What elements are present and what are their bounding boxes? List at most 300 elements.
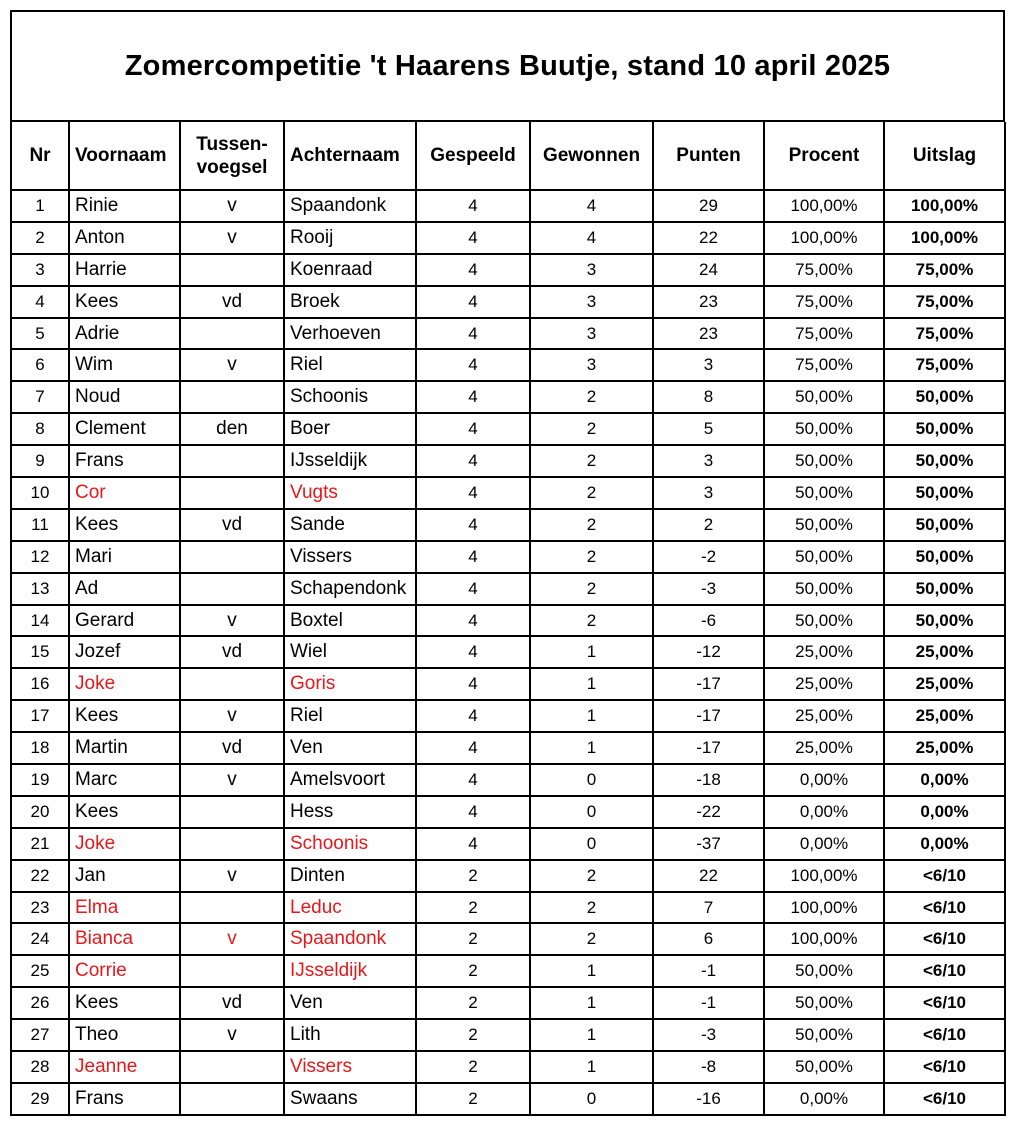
table-row — [12, 860, 1005, 892]
cell-punten: -16 — [653, 1083, 764, 1115]
cell-gespeeld: 2 — [416, 1083, 530, 1115]
cell-gespeeld: 4 — [416, 796, 530, 828]
cell-gespeeld: 2 — [416, 987, 530, 1019]
cell-gespeeld: 2 — [416, 923, 530, 955]
cell-nr: 16 — [12, 668, 69, 700]
cell-nr: 6 — [12, 349, 69, 381]
cell-gewonnen: 3 — [530, 349, 653, 381]
cell-procent: 0,00% — [764, 828, 884, 860]
cell-achternaam: Boxtel — [284, 605, 416, 637]
cell-tussenvoegsel: v — [180, 190, 284, 222]
cell-gewonnen: 2 — [530, 413, 653, 445]
cell-punten: -3 — [653, 573, 764, 605]
cell-achternaam: Ven — [284, 732, 416, 764]
cell-uitslag: <6/10 — [884, 923, 1005, 955]
cell-tussenvoegsel: vd — [180, 732, 284, 764]
table-row — [12, 222, 1005, 254]
cell-achternaam: IJsseldijk — [284, 955, 416, 987]
cell-gespeeld: 4 — [416, 254, 530, 286]
cell-procent: 50,00% — [764, 987, 884, 1019]
cell-gespeeld: 2 — [416, 860, 530, 892]
cell-uitslag: 75,00% — [884, 318, 1005, 350]
cell-tussenvoegsel: v — [180, 764, 284, 796]
cell-gewonnen: 2 — [530, 541, 653, 573]
cell-achternaam: Riel — [284, 349, 416, 381]
cell-procent: 0,00% — [764, 764, 884, 796]
cell-uitslag: 25,00% — [884, 732, 1005, 764]
cell-nr: 28 — [12, 1051, 69, 1083]
cell-tussenvoegsel — [180, 445, 284, 477]
cell-punten: 7 — [653, 892, 764, 924]
cell-tussenvoegsel: v — [180, 349, 284, 381]
header-procent: Procent — [764, 122, 884, 190]
cell-punten: -17 — [653, 668, 764, 700]
cell-voornaam: Jeanne — [69, 1051, 180, 1083]
cell-gespeeld: 4 — [416, 573, 530, 605]
table-row — [12, 349, 1005, 381]
cell-tussenvoegsel — [180, 796, 284, 828]
cell-punten: 3 — [653, 445, 764, 477]
cell-procent: 100,00% — [764, 892, 884, 924]
cell-punten: -1 — [653, 987, 764, 1019]
cell-nr: 9 — [12, 445, 69, 477]
cell-nr: 24 — [12, 923, 69, 955]
cell-gespeeld: 2 — [416, 1019, 530, 1051]
header-uitslag: Uitslag — [884, 122, 1005, 190]
cell-achternaam: Schoonis — [284, 828, 416, 860]
page-title: Zomercompetitie 't Haarens Buutje, stand 10 april 2025 — [124, 49, 891, 82]
cell-nr: 5 — [12, 318, 69, 350]
cell-voornaam: Frans — [69, 1083, 180, 1115]
cell-gespeeld: 4 — [416, 477, 530, 509]
cell-uitslag: 50,00% — [884, 573, 1005, 605]
cell-punten: 8 — [653, 381, 764, 413]
table-row — [12, 477, 1005, 509]
cell-tussenvoegsel: vd — [180, 286, 284, 318]
cell-procent: 25,00% — [764, 732, 884, 764]
cell-punten: -1 — [653, 955, 764, 987]
cell-voornaam: Cor — [69, 477, 180, 509]
cell-nr: 26 — [12, 987, 69, 1019]
cell-voornaam: Wim — [69, 349, 180, 381]
cell-nr: 7 — [12, 381, 69, 413]
cell-tussenvoegsel — [180, 541, 284, 573]
table-row — [12, 923, 1005, 955]
cell-tussenvoegsel: v — [180, 605, 284, 637]
cell-achternaam: Verhoeven — [284, 318, 416, 350]
cell-punten: -37 — [653, 828, 764, 860]
cell-gewonnen: 2 — [530, 445, 653, 477]
cell-punten: 29 — [653, 190, 764, 222]
cell-uitslag: 50,00% — [884, 445, 1005, 477]
cell-punten: -6 — [653, 605, 764, 637]
table-row — [12, 828, 1005, 860]
standings-sheet — [10, 10, 1005, 1116]
cell-nr: 14 — [12, 605, 69, 637]
cell-procent: 50,00% — [764, 573, 884, 605]
header-voornaam: Voornaam — [69, 122, 180, 190]
cell-tussenvoegsel — [180, 573, 284, 605]
cell-procent: 50,00% — [764, 955, 884, 987]
cell-tussenvoegsel: v — [180, 222, 284, 254]
cell-uitslag: <6/10 — [884, 955, 1005, 987]
cell-gewonnen: 1 — [530, 1019, 653, 1051]
cell-uitslag: 25,00% — [884, 636, 1005, 668]
cell-uitslag: <6/10 — [884, 892, 1005, 924]
cell-punten: 23 — [653, 318, 764, 350]
cell-uitslag: 50,00% — [884, 509, 1005, 541]
cell-gespeeld: 4 — [416, 286, 530, 318]
cell-procent: 50,00% — [764, 445, 884, 477]
table-row — [12, 1051, 1005, 1083]
cell-achternaam: Riel — [284, 700, 416, 732]
cell-gespeeld: 2 — [416, 892, 530, 924]
cell-nr: 29 — [12, 1083, 69, 1115]
cell-nr: 8 — [12, 413, 69, 445]
cell-voornaam: Kees — [69, 509, 180, 541]
cell-gespeeld: 4 — [416, 318, 530, 350]
table-row — [12, 764, 1005, 796]
cell-uitslag: 50,00% — [884, 605, 1005, 637]
cell-tussenvoegsel: v — [180, 1019, 284, 1051]
cell-uitslag: 25,00% — [884, 668, 1005, 700]
cell-voornaam: Gerard — [69, 605, 180, 637]
cell-uitslag: <6/10 — [884, 987, 1005, 1019]
cell-uitslag: 25,00% — [884, 700, 1005, 732]
header-tussenvoegsel-line2: voegsel — [196, 156, 268, 178]
cell-uitslag: 100,00% — [884, 190, 1005, 222]
standings-table — [12, 122, 1006, 1116]
cell-voornaam: Elma — [69, 892, 180, 924]
cell-gewonnen: 2 — [530, 605, 653, 637]
cell-gespeeld: 4 — [416, 509, 530, 541]
cell-uitslag: 100,00% — [884, 222, 1005, 254]
cell-uitslag: <6/10 — [884, 1051, 1005, 1083]
cell-punten: -3 — [653, 1019, 764, 1051]
cell-voornaam: Noud — [69, 381, 180, 413]
cell-punten: -18 — [653, 764, 764, 796]
cell-punten: -17 — [653, 732, 764, 764]
cell-tussenvoegsel — [180, 1083, 284, 1115]
cell-tussenvoegsel — [180, 318, 284, 350]
cell-punten: -22 — [653, 796, 764, 828]
cell-punten: -8 — [653, 1051, 764, 1083]
table-row — [12, 541, 1005, 573]
cell-tussenvoegsel — [180, 381, 284, 413]
cell-tussenvoegsel — [180, 668, 284, 700]
cell-gespeeld: 4 — [416, 732, 530, 764]
cell-voornaam: Kees — [69, 700, 180, 732]
cell-gespeeld: 4 — [416, 700, 530, 732]
cell-nr: 21 — [12, 828, 69, 860]
cell-punten: 3 — [653, 477, 764, 509]
cell-gespeeld: 4 — [416, 381, 530, 413]
cell-procent: 75,00% — [764, 254, 884, 286]
cell-achternaam: Dinten — [284, 860, 416, 892]
cell-achternaam: Amelsvoort — [284, 764, 416, 796]
cell-procent: 100,00% — [764, 222, 884, 254]
cell-uitslag: 75,00% — [884, 254, 1005, 286]
cell-tussenvoegsel: vd — [180, 987, 284, 1019]
cell-achternaam: Leduc — [284, 892, 416, 924]
cell-gewonnen: 4 — [530, 190, 653, 222]
table-row — [12, 413, 1005, 445]
table-row — [12, 190, 1005, 222]
cell-tussenvoegsel: vd — [180, 636, 284, 668]
table-row — [12, 509, 1005, 541]
cell-uitslag: 50,00% — [884, 381, 1005, 413]
cell-procent: 25,00% — [764, 700, 884, 732]
cell-gewonnen: 3 — [530, 286, 653, 318]
cell-nr: 4 — [12, 286, 69, 318]
cell-gewonnen: 1 — [530, 955, 653, 987]
cell-gewonnen: 3 — [530, 254, 653, 286]
cell-achternaam: Rooij — [284, 222, 416, 254]
cell-uitslag: 0,00% — [884, 828, 1005, 860]
cell-tussenvoegsel: v — [180, 923, 284, 955]
cell-nr: 23 — [12, 892, 69, 924]
cell-uitslag: <6/10 — [884, 1019, 1005, 1051]
cell-procent: 100,00% — [764, 860, 884, 892]
header-tussenvoegsel-line1: Tussen- — [196, 133, 268, 155]
cell-achternaam: Vissers — [284, 1051, 416, 1083]
cell-nr: 20 — [12, 796, 69, 828]
cell-achternaam: Schapendonk — [284, 573, 416, 605]
cell-voornaam: Adrie — [69, 318, 180, 350]
cell-procent: 100,00% — [764, 190, 884, 222]
cell-voornaam: Corrie — [69, 955, 180, 987]
cell-procent: 0,00% — [764, 796, 884, 828]
cell-gewonnen: 0 — [530, 764, 653, 796]
cell-nr: 3 — [12, 254, 69, 286]
cell-uitslag: 75,00% — [884, 349, 1005, 381]
cell-nr: 19 — [12, 764, 69, 796]
header-row — [12, 122, 1005, 190]
cell-gewonnen: 3 — [530, 318, 653, 350]
cell-voornaam: Kees — [69, 796, 180, 828]
cell-gespeeld: 4 — [416, 222, 530, 254]
cell-tussenvoegsel — [180, 828, 284, 860]
cell-voornaam: Marc — [69, 764, 180, 796]
cell-procent: 100,00% — [764, 923, 884, 955]
cell-gewonnen: 2 — [530, 477, 653, 509]
table-row — [12, 732, 1005, 764]
header-gespeeld: Gespeeld — [416, 122, 530, 190]
table-row — [12, 286, 1005, 318]
cell-nr: 11 — [12, 509, 69, 541]
cell-gewonnen: 0 — [530, 828, 653, 860]
cell-achternaam: Ven — [284, 987, 416, 1019]
cell-tussenvoegsel — [180, 254, 284, 286]
cell-punten: 2 — [653, 509, 764, 541]
cell-voornaam: Kees — [69, 987, 180, 1019]
cell-procent: 50,00% — [764, 413, 884, 445]
cell-gespeeld: 4 — [416, 764, 530, 796]
cell-tussenvoegsel: v — [180, 700, 284, 732]
cell-voornaam: Rinie — [69, 190, 180, 222]
table-row — [12, 1083, 1005, 1115]
cell-nr: 25 — [12, 955, 69, 987]
cell-voornaam: Anton — [69, 222, 180, 254]
cell-achternaam: Schoonis — [284, 381, 416, 413]
cell-gewonnen: 2 — [530, 892, 653, 924]
cell-voornaam: Kees — [69, 286, 180, 318]
cell-gewonnen: 4 — [530, 222, 653, 254]
cell-procent: 25,00% — [764, 668, 884, 700]
cell-voornaam: Mari — [69, 541, 180, 573]
cell-gewonnen: 1 — [530, 636, 653, 668]
cell-achternaam: Hess — [284, 796, 416, 828]
cell-tussenvoegsel — [180, 955, 284, 987]
cell-nr: 2 — [12, 222, 69, 254]
cell-tussenvoegsel — [180, 892, 284, 924]
cell-uitslag: 0,00% — [884, 764, 1005, 796]
table-row — [12, 318, 1005, 350]
header-punten: Punten — [653, 122, 764, 190]
cell-achternaam: IJsseldijk — [284, 445, 416, 477]
cell-gespeeld: 4 — [416, 636, 530, 668]
cell-gewonnen: 2 — [530, 923, 653, 955]
cell-achternaam: Sande — [284, 509, 416, 541]
table-row — [12, 636, 1005, 668]
header-tussenvoegsel — [180, 122, 284, 190]
cell-gespeeld: 4 — [416, 349, 530, 381]
cell-uitslag: 50,00% — [884, 477, 1005, 509]
table-row — [12, 605, 1005, 637]
cell-gewonnen: 1 — [530, 700, 653, 732]
cell-gespeeld: 4 — [416, 541, 530, 573]
header-gewonnen: Gewonnen — [530, 122, 653, 190]
cell-gespeeld: 4 — [416, 828, 530, 860]
cell-gewonnen: 1 — [530, 668, 653, 700]
cell-procent: 75,00% — [764, 349, 884, 381]
cell-achternaam: Vugts — [284, 477, 416, 509]
cell-procent: 50,00% — [764, 477, 884, 509]
cell-voornaam: Jan — [69, 860, 180, 892]
cell-tussenvoegsel: vd — [180, 509, 284, 541]
cell-achternaam: Vissers — [284, 541, 416, 573]
cell-uitslag: 0,00% — [884, 796, 1005, 828]
table-row — [12, 892, 1005, 924]
cell-achternaam: Koenraad — [284, 254, 416, 286]
cell-tussenvoegsel: v — [180, 860, 284, 892]
table-row — [12, 955, 1005, 987]
cell-achternaam: Goris — [284, 668, 416, 700]
cell-gespeeld: 4 — [416, 445, 530, 477]
cell-voornaam: Theo — [69, 1019, 180, 1051]
cell-gewonnen: 2 — [530, 860, 653, 892]
cell-procent: 75,00% — [764, 286, 884, 318]
cell-gewonnen: 1 — [530, 987, 653, 1019]
cell-voornaam: Clement — [69, 413, 180, 445]
cell-punten: 5 — [653, 413, 764, 445]
cell-procent: 50,00% — [764, 541, 884, 573]
cell-uitslag: <6/10 — [884, 860, 1005, 892]
table-row — [12, 700, 1005, 732]
cell-gespeeld: 4 — [416, 190, 530, 222]
cell-punten: -12 — [653, 636, 764, 668]
cell-voornaam: Joke — [69, 668, 180, 700]
cell-tussenvoegsel: den — [180, 413, 284, 445]
cell-gewonnen: 2 — [530, 509, 653, 541]
table-row — [12, 796, 1005, 828]
cell-nr: 13 — [12, 573, 69, 605]
cell-gewonnen: 1 — [530, 732, 653, 764]
cell-gespeeld: 4 — [416, 605, 530, 637]
table-row — [12, 668, 1005, 700]
cell-uitslag: 50,00% — [884, 413, 1005, 445]
cell-nr: 27 — [12, 1019, 69, 1051]
cell-nr: 17 — [12, 700, 69, 732]
cell-nr: 12 — [12, 541, 69, 573]
cell-voornaam: Harrie — [69, 254, 180, 286]
cell-procent: 50,00% — [764, 1051, 884, 1083]
cell-achternaam: Lith — [284, 1019, 416, 1051]
cell-voornaam: Martin — [69, 732, 180, 764]
cell-achternaam: Spaandonk — [284, 923, 416, 955]
cell-procent: 50,00% — [764, 381, 884, 413]
cell-uitslag: 50,00% — [884, 541, 1005, 573]
cell-procent: 25,00% — [764, 636, 884, 668]
cell-punten: 23 — [653, 286, 764, 318]
cell-voornaam: Bianca — [69, 923, 180, 955]
cell-gespeeld: 2 — [416, 1051, 530, 1083]
cell-nr: 10 — [12, 477, 69, 509]
cell-gewonnen: 2 — [530, 573, 653, 605]
cell-gespeeld: 4 — [416, 668, 530, 700]
cell-voornaam: Joke — [69, 828, 180, 860]
table-row — [12, 1019, 1005, 1051]
cell-procent: 50,00% — [764, 1019, 884, 1051]
cell-uitslag: <6/10 — [884, 1083, 1005, 1115]
cell-gewonnen: 1 — [530, 1051, 653, 1083]
cell-punten: 6 — [653, 923, 764, 955]
cell-gespeeld: 2 — [416, 955, 530, 987]
table-row — [12, 254, 1005, 286]
cell-nr: 18 — [12, 732, 69, 764]
table-row — [12, 573, 1005, 605]
cell-gewonnen: 0 — [530, 1083, 653, 1115]
cell-punten: 22 — [653, 222, 764, 254]
cell-gewonnen: 0 — [530, 796, 653, 828]
cell-punten: -2 — [653, 541, 764, 573]
cell-achternaam: Broek — [284, 286, 416, 318]
cell-nr: 15 — [12, 636, 69, 668]
table-row — [12, 381, 1005, 413]
cell-punten: 24 — [653, 254, 764, 286]
cell-punten: 22 — [653, 860, 764, 892]
table-row — [12, 445, 1005, 477]
cell-punten: -17 — [653, 700, 764, 732]
cell-tussenvoegsel — [180, 1051, 284, 1083]
cell-voornaam: Jozef — [69, 636, 180, 668]
cell-gewonnen: 2 — [530, 381, 653, 413]
cell-voornaam: Frans — [69, 445, 180, 477]
cell-achternaam: Wiel — [284, 636, 416, 668]
header-nr: Nr — [12, 122, 69, 190]
cell-achternaam: Swaans — [284, 1083, 416, 1115]
cell-nr: 1 — [12, 190, 69, 222]
cell-achternaam: Spaandonk — [284, 190, 416, 222]
title-box — [12, 12, 1005, 122]
cell-nr: 22 — [12, 860, 69, 892]
cell-procent: 50,00% — [764, 605, 884, 637]
cell-voornaam: Ad — [69, 573, 180, 605]
cell-tussenvoegsel — [180, 477, 284, 509]
cell-punten: 3 — [653, 349, 764, 381]
cell-achternaam: Boer — [284, 413, 416, 445]
table-row — [12, 987, 1005, 1019]
